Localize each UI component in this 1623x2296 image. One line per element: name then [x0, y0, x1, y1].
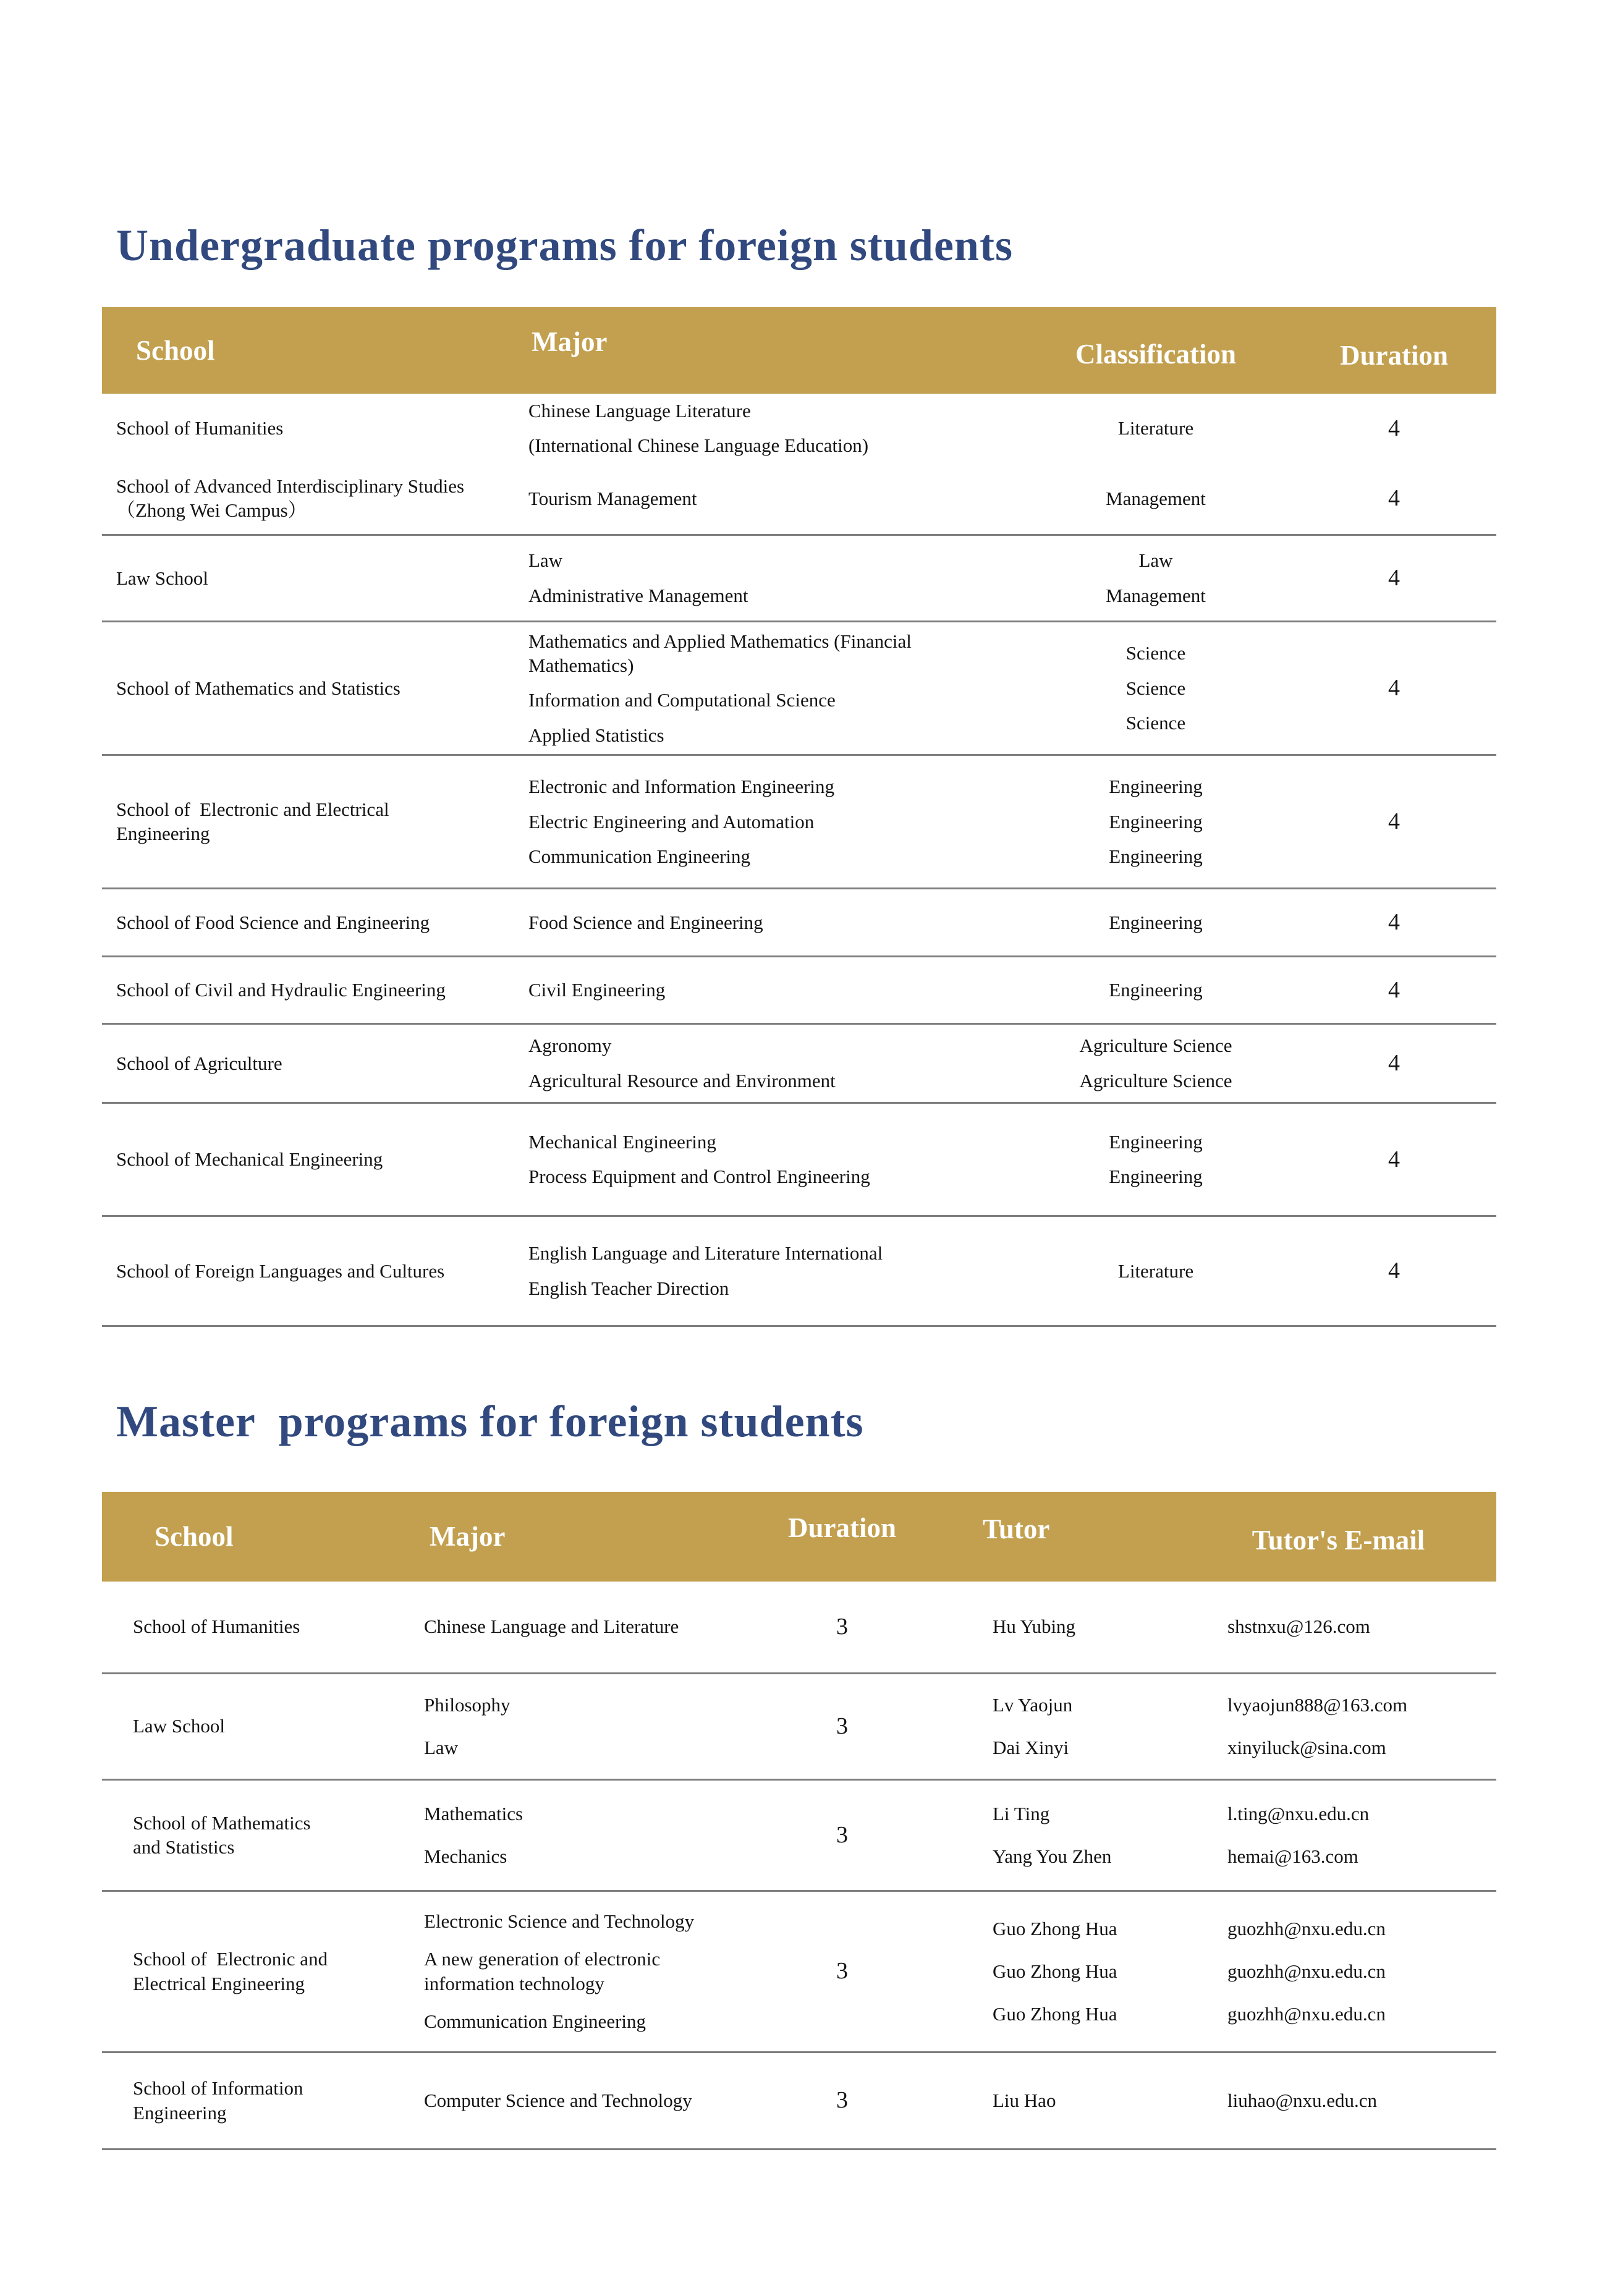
- duration-cell: [745, 1820, 939, 1850]
- major-name: Chinese Language Literature: [528, 399, 751, 421]
- email-cell: [1180, 1917, 1496, 2027]
- master-table-header: [102, 1492, 1496, 1582]
- major-name: Tourism Management: [528, 487, 697, 509]
- classification-value: Engineering: [1109, 776, 1203, 798]
- major-cell: [383, 1802, 745, 1869]
- major-name: Food Science and Engineering: [528, 911, 763, 933]
- major-cell: [513, 1033, 1020, 1093]
- duration-value: 4: [1388, 1050, 1400, 1077]
- column-header-major: Major: [532, 326, 608, 357]
- duration-value: 4: [1388, 485, 1400, 512]
- tutor-email: shstnxu@126.com: [1227, 1616, 1370, 1638]
- duration-cell: [1292, 413, 1496, 443]
- school-name: School of Mathematics and Statistics: [133, 1811, 316, 1858]
- school-cell: [102, 797, 513, 846]
- school-name: School of Humanities: [116, 417, 284, 439]
- duration-cell: [1292, 483, 1496, 513]
- table-row: [102, 1104, 1496, 1217]
- table-row: [102, 394, 1496, 463]
- undergrad-table-header: [102, 307, 1496, 394]
- duration-value: 3: [836, 1821, 848, 1848]
- tutor-cell: [939, 1693, 1180, 1760]
- table-row: [102, 1781, 1496, 1892]
- major-name: Agricultural Resource and Environment: [528, 1069, 836, 1091]
- major-name: Applied Statistics: [528, 724, 664, 746]
- tutor-email: l.ting@nxu.edu.cn: [1227, 1802, 1370, 1824]
- duration-cell: [1292, 807, 1496, 836]
- major-name: Philosophy: [424, 1693, 511, 1716]
- tutor-name: Guo Zhong Hua: [993, 2003, 1117, 2025]
- duration-cell: [745, 1956, 939, 1986]
- master-title: Master programs for foreign students: [116, 1396, 864, 1446]
- table-row: [102, 1025, 1496, 1104]
- major-name: Mechanical Engineering: [528, 1130, 716, 1153]
- school-cell: [102, 910, 513, 934]
- tutor-email: guozhh@nxu.edu.cn: [1227, 1960, 1386, 1982]
- school-name: School of Agriculture: [116, 1052, 282, 1074]
- classification-cell: [1020, 416, 1292, 440]
- master-table: [102, 1492, 1496, 2150]
- classification-value: Literature: [1117, 1260, 1194, 1282]
- school-name: School of Electronic and Electrical Engineering: [116, 798, 394, 845]
- school-name: School of Foreign Languages and Cultures: [116, 1260, 445, 1282]
- table-row: [102, 622, 1496, 756]
- tutor-cell: [939, 2088, 1180, 2112]
- classification-cell: [1020, 486, 1292, 510]
- major-cell: [513, 399, 1020, 458]
- classification-value: Engineering: [1109, 1130, 1203, 1153]
- classification-value: Engineering: [1109, 911, 1203, 933]
- classification-value: Agriculture Science: [1079, 1035, 1232, 1057]
- major-name: Mathematics: [424, 1802, 523, 1824]
- duration-value: 4: [1388, 675, 1400, 701]
- duration-value: 4: [1388, 415, 1400, 441]
- school-cell: [102, 474, 513, 523]
- tutor-email: guozhh@nxu.edu.cn: [1227, 1917, 1386, 1939]
- classification-value: Engineering: [1109, 1166, 1203, 1188]
- duration-cell: [1292, 907, 1496, 937]
- school-name: Law School: [133, 1715, 225, 1737]
- table-row: [102, 2053, 1496, 2150]
- school-name: School of Electronic and Electrical Engineering: [133, 1948, 333, 1994]
- major-name: Electronic and Information Engineering: [528, 776, 834, 798]
- column-header-tutor: Tutor: [983, 1514, 1050, 1545]
- column-header-duration: Duration: [787, 1512, 896, 1544]
- tutor-name: Guo Zhong Hua: [993, 1960, 1117, 1982]
- duration-value: 4: [1388, 565, 1400, 591]
- major-name: English Teacher Direction: [528, 1277, 729, 1299]
- classification-cell: [1020, 548, 1292, 608]
- tutor-cell: [939, 1614, 1180, 1638]
- major-name: English Language and Literature International: [528, 1242, 883, 1264]
- school-cell: [102, 566, 513, 590]
- school-cell: [102, 416, 513, 440]
- email-cell: [1180, 1802, 1496, 1869]
- school-cell: [102, 2076, 383, 2125]
- classification-value: Science: [1125, 642, 1186, 664]
- tutor-email: lvyaojun888@163.com: [1227, 1693, 1408, 1716]
- major-name: Mathematics and Applied Mathematics (Financial Mathematics): [528, 630, 917, 676]
- undergraduate-title: Undergraduate programs for foreign students: [116, 221, 1013, 270]
- table-row: [102, 1892, 1496, 2053]
- classification-value: Engineering: [1109, 810, 1203, 832]
- classification-value: Management: [1106, 584, 1206, 606]
- major-cell: [383, 1909, 745, 2033]
- major-name: Civil Engineering: [528, 979, 666, 1001]
- classification-value: Science: [1125, 677, 1186, 699]
- school-name: School of Mechanical Engineering: [116, 1148, 383, 1171]
- email-cell: [1180, 1693, 1496, 1760]
- classification-cell: [1020, 774, 1292, 868]
- major-name: A new generation of electronic information technology: [424, 1948, 665, 1994]
- classification-value: Literature: [1117, 417, 1194, 439]
- major-cell: [513, 486, 1020, 510]
- tutor-cell: [939, 1917, 1180, 2027]
- duration-value: 3: [836, 2087, 848, 2114]
- column-header-school: School: [136, 334, 215, 366]
- duration-cell: [1292, 975, 1496, 1005]
- major-name: Administrative Management: [528, 584, 748, 606]
- tutor-email: xinyiluck@sina.com: [1227, 1737, 1386, 1759]
- school-cell: [102, 1051, 513, 1075]
- duration-value: 4: [1388, 1258, 1400, 1284]
- table-row: [102, 1582, 1496, 1674]
- duration-value: 4: [1388, 808, 1400, 835]
- column-header-duration: Duration: [1339, 339, 1448, 371]
- major-cell: [513, 1241, 1020, 1300]
- major-name: Communication Engineering: [528, 845, 751, 867]
- school-cell: [102, 1947, 383, 1996]
- school-cell: [102, 1614, 383, 1638]
- duration-cell: [1292, 563, 1496, 593]
- classification-value: Agriculture Science: [1079, 1069, 1232, 1091]
- tutor-cell: [939, 1802, 1180, 1869]
- column-header-school: School: [155, 1521, 234, 1553]
- school-cell: [102, 1811, 383, 1860]
- major-name: Electric Engineering and Automation: [528, 810, 815, 832]
- school-cell: [102, 676, 513, 700]
- table-row: [102, 889, 1496, 957]
- school-name: School of Humanities: [133, 1616, 300, 1638]
- duration-cell: [1292, 1145, 1496, 1174]
- school-name: School of Mathematics and Statistics: [116, 677, 400, 699]
- duration-value: 3: [836, 1613, 848, 1640]
- duration-cell: [745, 2085, 939, 2115]
- table-row: [102, 463, 1496, 536]
- school-name: School of Advanced Interdisciplinary Studies（Zhong Wei Campus）: [116, 475, 465, 522]
- major-cell: [383, 1614, 745, 1638]
- major-name: Mechanics: [424, 1845, 507, 1868]
- major-name: Law: [424, 1737, 459, 1759]
- major-cell: [383, 1693, 745, 1760]
- tutor-email: hemai@163.com: [1227, 1845, 1358, 1868]
- undergrad-table: [102, 307, 1496, 1327]
- major-name: Communication Engineering: [424, 2010, 646, 2032]
- school-name: School of Information Engineering: [133, 2077, 308, 2124]
- classification-cell: [1020, 1259, 1292, 1283]
- school-name: Law School: [116, 567, 208, 589]
- tutor-name: Yang You Zhen: [993, 1845, 1112, 1868]
- email-cell: [1180, 1614, 1496, 1638]
- duration-value: 3: [836, 1958, 848, 1985]
- duration-value: 4: [1388, 909, 1400, 936]
- school-cell: [102, 1714, 383, 1738]
- major-cell: [513, 774, 1020, 868]
- major-cell: [513, 910, 1020, 934]
- tutor-email: guozhh@nxu.edu.cn: [1227, 2003, 1386, 2025]
- classification-cell: [1020, 910, 1292, 934]
- classification-value: Science: [1125, 711, 1186, 734]
- tutor-name: Hu Yubing: [993, 1616, 1076, 1638]
- classification-cell: [1020, 1130, 1292, 1189]
- duration-cell: [1292, 673, 1496, 703]
- duration-cell: [745, 1711, 939, 1741]
- major-name: (International Chinese Language Education): [528, 434, 869, 457]
- school-cell: [102, 1259, 513, 1283]
- email-cell: [1180, 2088, 1496, 2112]
- column-header-tutor-email: Tutor's E-mail: [1252, 1525, 1425, 1556]
- table-row: [102, 536, 1496, 622]
- tutor-email: liuhao@nxu.edu.cn: [1227, 2089, 1378, 2111]
- tutor-name: Guo Zhong Hua: [993, 1917, 1117, 1939]
- major-cell: [383, 2088, 745, 2112]
- duration-value: 4: [1388, 976, 1400, 1003]
- major-cell: [513, 1130, 1020, 1189]
- column-header-classification: Classification: [1075, 338, 1236, 370]
- major-name: Law: [528, 549, 563, 572]
- school-cell: [102, 978, 513, 1002]
- classification-cell: [1020, 978, 1292, 1002]
- classification-cell: [1020, 641, 1292, 735]
- major-cell: [513, 548, 1020, 608]
- major-name: Computer Science and Technology: [424, 2089, 692, 2111]
- classification-value: Engineering: [1109, 845, 1203, 867]
- duration-cell: [1292, 1256, 1496, 1286]
- table-row: [102, 1674, 1496, 1781]
- school-name: School of Food Science and Engineering: [116, 911, 430, 933]
- major-name: Information and Computational Science: [528, 689, 836, 711]
- major-name: Agronomy: [528, 1035, 612, 1057]
- tutor-name: Lv Yaojun: [993, 1693, 1073, 1716]
- table-row: [102, 1217, 1496, 1327]
- major-name: Chinese Language and Literature: [424, 1616, 679, 1638]
- classification-value: Engineering: [1109, 979, 1203, 1001]
- classification-value: Management: [1106, 487, 1206, 509]
- duration-value: 3: [836, 1713, 848, 1739]
- major-cell: [513, 629, 1020, 747]
- major-name: Electronic Science and Technology: [424, 1910, 695, 1932]
- tutor-name: Liu Hao: [993, 2089, 1056, 2111]
- major-cell: [513, 978, 1020, 1002]
- school-name: School of Civil and Hydraulic Engineering: [116, 979, 446, 1001]
- classification-value: Law: [1138, 549, 1173, 572]
- duration-value: 4: [1388, 1146, 1400, 1172]
- school-cell: [102, 1147, 513, 1171]
- duration-cell: [1292, 1048, 1496, 1078]
- tutor-name: Dai Xinyi: [993, 1737, 1069, 1759]
- classification-cell: [1020, 1033, 1292, 1093]
- table-row: [102, 957, 1496, 1025]
- major-name: Process Equipment and Control Engineering: [528, 1166, 870, 1188]
- column-header-major: Major: [430, 1521, 506, 1553]
- table-row: [102, 756, 1496, 889]
- tutor-name: Li Ting: [993, 1802, 1050, 1824]
- duration-cell: [745, 1612, 939, 1642]
